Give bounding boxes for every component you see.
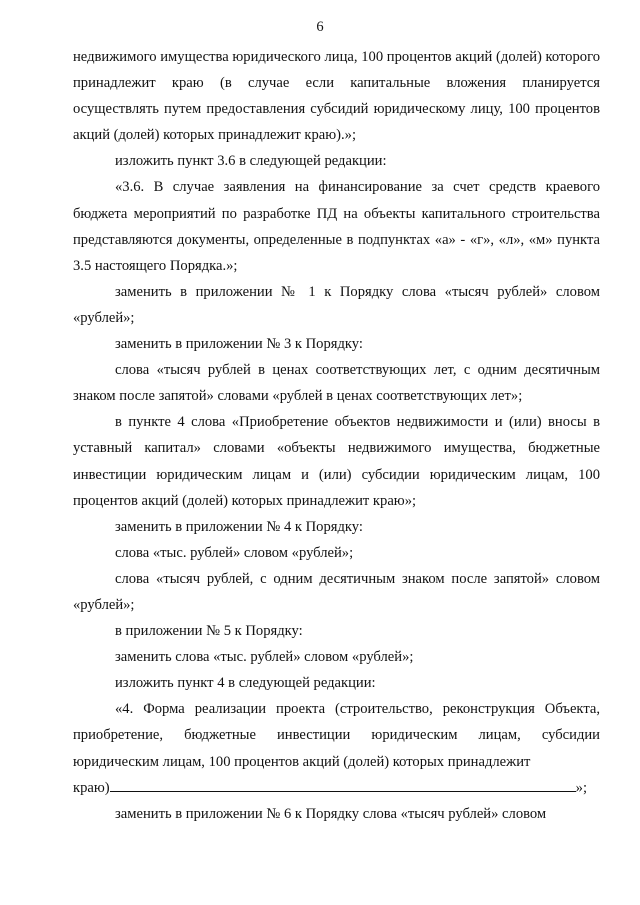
paragraph: «4. Форма реализации проекта (строительство, реконструкция Объекта, приобретение, бюджетные инвестиции юридическим лицам, субсидии юридическим лицам, 100 процентов акций (долей) которых принадлежит — [73, 701, 600, 770]
page-number: 6 — [316, 19, 324, 35]
paragraph: изложить пункт 4 в следующей редакции: — [115, 675, 376, 692]
paragraph: заменить в приложении № 4 к Порядку: — [115, 518, 363, 535]
paragraph: в приложении № 5 к Порядку: — [115, 623, 303, 640]
paragraph-with-blank — [73, 775, 600, 801]
paragraph: недвижимого имущества юридического лица, 100 процентов акций (долей) которого принадлежит краю (в случае если капитальные вложения планируется осуществлять путем предоставления субсидий юридическому лицу, 100 процентов акций (долей) которых принадлежит краю).»; — [73, 49, 600, 144]
paragraph: в пункте 4 слова «Приобретение объектов недвижимости и (или) вносы в уставный капитал» словами «объекты недвижимого имущества, бюджетные инвестиции юридическим лицам и (или) субсидии юридическим лицам, 100 процентов акций (долей) которых принадлежит краю»; — [73, 414, 600, 509]
paragraph-text: »; — [575, 779, 587, 796]
paragraph: заменить в приложении № 1 к Порядку слова «тысяч рублей» словом «рублей»; — [73, 283, 600, 326]
paragraph: слова «тысяч рублей в ценах соответствующих лет, с одним десятичным знаком после запятой» словами «рублей в ценах соответствующих лет»; — [73, 362, 600, 405]
document-body — [73, 44, 600, 827]
paragraph: заменить слова «тыс. рублей» словом «рублей»; — [115, 649, 414, 666]
paragraph: слова «тысяч рублей, с одним десятичным знаком после запятой» словом «рублей»; — [73, 570, 600, 613]
fill-in-blank-line — [110, 777, 576, 792]
paragraph: «3.6. В случае заявления на финансирование за счет средств краевого бюджета мероприятий по разработке ПД на объекты капитального строительства представляются документы, определенные в подпунктах «а» - «г», «л», «м» пункта 3.5 настоящего Порядка.»; — [73, 179, 600, 274]
paragraph: заменить в приложении № 6 к Порядку слова «тысяч рублей» словом — [115, 805, 547, 822]
paragraph: слова «тыс. рублей» словом «рублей»; — [115, 544, 354, 561]
paragraph: заменить в приложении № 3 к Порядку: — [115, 336, 363, 353]
paragraph-text: краю) — [73, 779, 110, 796]
paragraph: изложить пункт 3.6 в следующей редакции: — [115, 153, 387, 170]
